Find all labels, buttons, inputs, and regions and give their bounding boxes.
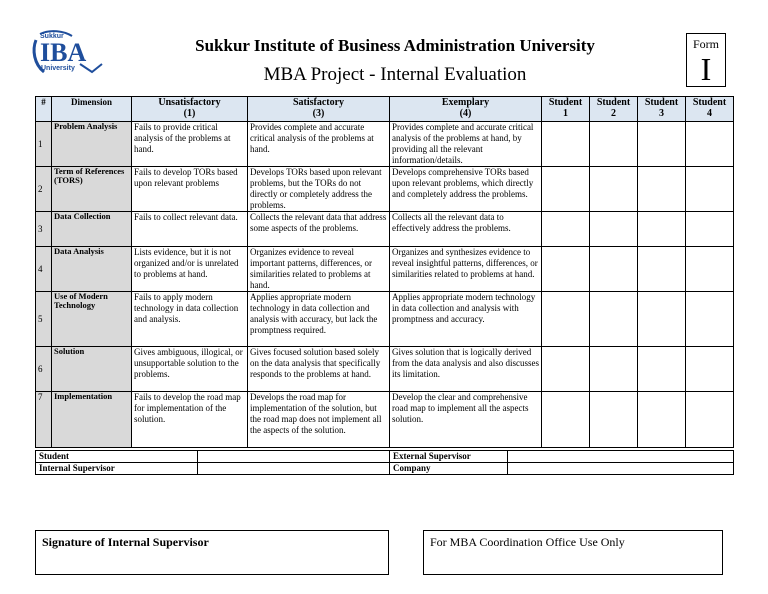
rubric-row-solution [36,347,734,392]
header-student-4-num: 4 [707,108,712,119]
row-exemplary: Provides complete and accurate critical analysis of the problems at hand, by providing all the relevant information/details. [390,122,542,167]
student-3-score-cell[interactable] [638,247,686,292]
student-1-score-cell[interactable] [542,167,590,212]
header-student-2-num: 2 [611,108,616,119]
row-exemplary: Organizes and synthesizes evidence to reveal insightful patterns, differences, or similarities related to problems at hand. [390,247,542,292]
logo-main-text: IBA [40,38,87,67]
logo-top-text: Sukkur [40,33,64,40]
university-title: Sukkur Institute of Business Administration University [195,36,595,55]
row-unsatisfactory: Gives ambiguous, illogical, or unsupportable solution to the problems. [132,347,248,392]
student-2-score-cell[interactable] [590,122,638,167]
student-1-score-cell[interactable] [542,292,590,347]
row-unsatisfactory: Lists evidence, but it is not organized and/or is unrelated to problems at hand. [132,247,248,292]
fields-row-student [36,451,734,463]
header-student-3-num: 3 [659,108,664,119]
external-supervisor-field[interactable] [508,451,734,463]
evaluation-rubric-table [35,96,734,448]
signature-box-label: Signature of Internal Supervisor [42,535,209,549]
student-4-score-cell[interactable] [686,122,734,167]
student-label: Student [36,451,198,463]
internal-supervisor-field[interactable] [198,463,390,475]
header-student-2 [590,97,638,122]
row-satisfactory: Organizes evidence to reveal important patterns, differences, or similarities related to problems at hand. [248,247,390,292]
row-exemplary: Develop the clear and comprehensive road map to implement all the aspects solution. [390,392,542,448]
rubric-row-data-collection [36,212,734,247]
rubric-row-modern-technology [36,292,734,347]
header-student-2-label: Student [596,97,631,108]
logo-bottom-text: University [41,65,75,72]
rubric-row-data-analysis [36,247,734,292]
sukkur-iba-logo [30,30,106,80]
student-3-score-cell[interactable] [638,212,686,247]
rubric-row-problem-analysis [36,122,734,167]
row-dimension: Data Analysis [52,247,132,292]
student-4-score-cell[interactable] [686,347,734,392]
signature-internal-supervisor-box[interactable] [35,530,389,575]
row-satisfactory: Develops TORs based upon relevant problems, but the TORs do not directly or completely address the problems. [248,167,390,212]
supervisor-fields-table [35,450,734,475]
row-dimension: Solution [52,347,132,392]
row-satisfactory: Provides complete and accurate critical analysis of the problems at hand. [248,122,390,167]
internal-supervisor-label: Internal Supervisor [36,463,198,475]
office-box-label: For MBA Coordination Office Use Only [430,535,625,549]
student-2-score-cell[interactable] [590,347,638,392]
student-1-score-cell[interactable] [542,347,590,392]
student-3-score-cell[interactable] [638,392,686,448]
header-satisfactory [248,97,390,122]
company-label: Company [390,463,508,475]
header-exemplary-score: (4) [459,108,472,119]
student-2-score-cell[interactable] [590,167,638,212]
row-unsatisfactory: Fails to develop the road map for implementation of the solution. [132,392,248,448]
row-unsatisfactory: Fails to collect relevant data. [132,212,248,247]
form-number: I [700,51,712,87]
form-label: Form [692,37,719,51]
student-2-score-cell[interactable] [590,392,638,448]
rubric-row-term-of-references [36,167,734,212]
row-unsatisfactory: Fails to develop TORs based upon relevant problems [132,167,248,212]
row-satisfactory: Develops the road map for implementation of the solution, but the road map does not implement all the aspects of the solution. [248,392,390,448]
header-student-4-label: Student [692,97,727,108]
header-student-3 [638,97,686,122]
external-supervisor-label: External Supervisor [390,451,508,463]
row-dimension: Implementation [52,392,132,448]
student-1-score-cell[interactable] [542,212,590,247]
row-unsatisfactory: Fails to provide critical analysis of the problems at hand. [132,122,248,167]
row-dimension: Problem Analysis [52,122,132,167]
header-unsatisfactory-label: Unsatisfactory [158,97,221,108]
row-exemplary: Applies appropriate modern technology in data collection and analysis with promptness and accuracy. [390,292,542,347]
student-1-score-cell[interactable] [542,392,590,448]
header-student-1 [542,97,590,122]
student-3-score-cell[interactable] [638,347,686,392]
student-4-score-cell[interactable] [686,167,734,212]
header-num: # [36,97,52,122]
header-exemplary [390,97,542,122]
header-student-1-num: 1 [563,108,568,119]
row-unsatisfactory: Fails to apply modern technology in data collection and analysis. [132,292,248,347]
fields-row-supervisor [36,463,734,475]
student-2-score-cell[interactable] [590,212,638,247]
student-3-score-cell[interactable] [638,122,686,167]
row-dimension: Use of Modern Technology [52,292,132,347]
student-3-score-cell[interactable] [638,167,686,212]
row-number: 7 [36,392,52,448]
student-4-score-cell[interactable] [686,247,734,292]
row-number: 1 [36,122,52,167]
student-4-score-cell[interactable] [686,392,734,448]
row-number: 2 [36,167,52,212]
header-unsatisfactory-score: (1) [183,108,196,119]
row-number: 5 [36,292,52,347]
student-3-score-cell[interactable] [638,292,686,347]
student-field[interactable] [198,451,390,463]
row-exemplary: Collects all the relevant data to effectively address the problems. [390,212,542,247]
student-1-score-cell[interactable] [542,247,590,292]
row-number: 6 [36,347,52,392]
row-satisfactory: Collects the relevant data that address some aspects of the problems. [248,212,390,247]
rubric-header-row [36,97,734,122]
row-number: 3 [36,212,52,247]
student-4-score-cell[interactable] [686,212,734,247]
row-exemplary: Develops comprehensive TORs based upon relevant problems, which directly and completely address the problems. [390,167,542,212]
header-dimension: Dimension [52,97,132,122]
header-unsatisfactory [132,97,248,122]
row-satisfactory: Applies appropriate modern technology in data collection and analysis with accuracy, but lack the promptness required. [248,292,390,347]
row-exemplary: Gives solution that is logically derived from the data analysis and also discusses its limitation. [390,347,542,392]
header-satisfactory-label: Satisfactory [292,97,345,108]
student-1-score-cell[interactable] [542,122,590,167]
form-number-box [686,33,726,87]
header-student-3-label: Student [644,97,679,108]
office-use-box [423,530,723,575]
header-student-1-label: Student [548,97,583,108]
row-satisfactory: Gives focused solution based solely on the data analysis that specifically responds to the problems at hand. [248,347,390,392]
header-satisfactory-score: (3) [312,108,325,119]
student-2-score-cell[interactable] [590,292,638,347]
header-student-4 [686,97,734,122]
company-field[interactable] [508,463,734,475]
row-number: 4 [36,247,52,292]
row-dimension: Data Collection [52,212,132,247]
row-dimension: Term of References (TORS) [52,167,132,212]
student-2-score-cell[interactable] [590,247,638,292]
header-exemplary-label: Exemplary [441,97,490,108]
rubric-row-implementation [36,392,734,448]
student-4-score-cell[interactable] [686,292,734,347]
evaluation-title: MBA Project - Internal Evaluation [263,64,527,85]
